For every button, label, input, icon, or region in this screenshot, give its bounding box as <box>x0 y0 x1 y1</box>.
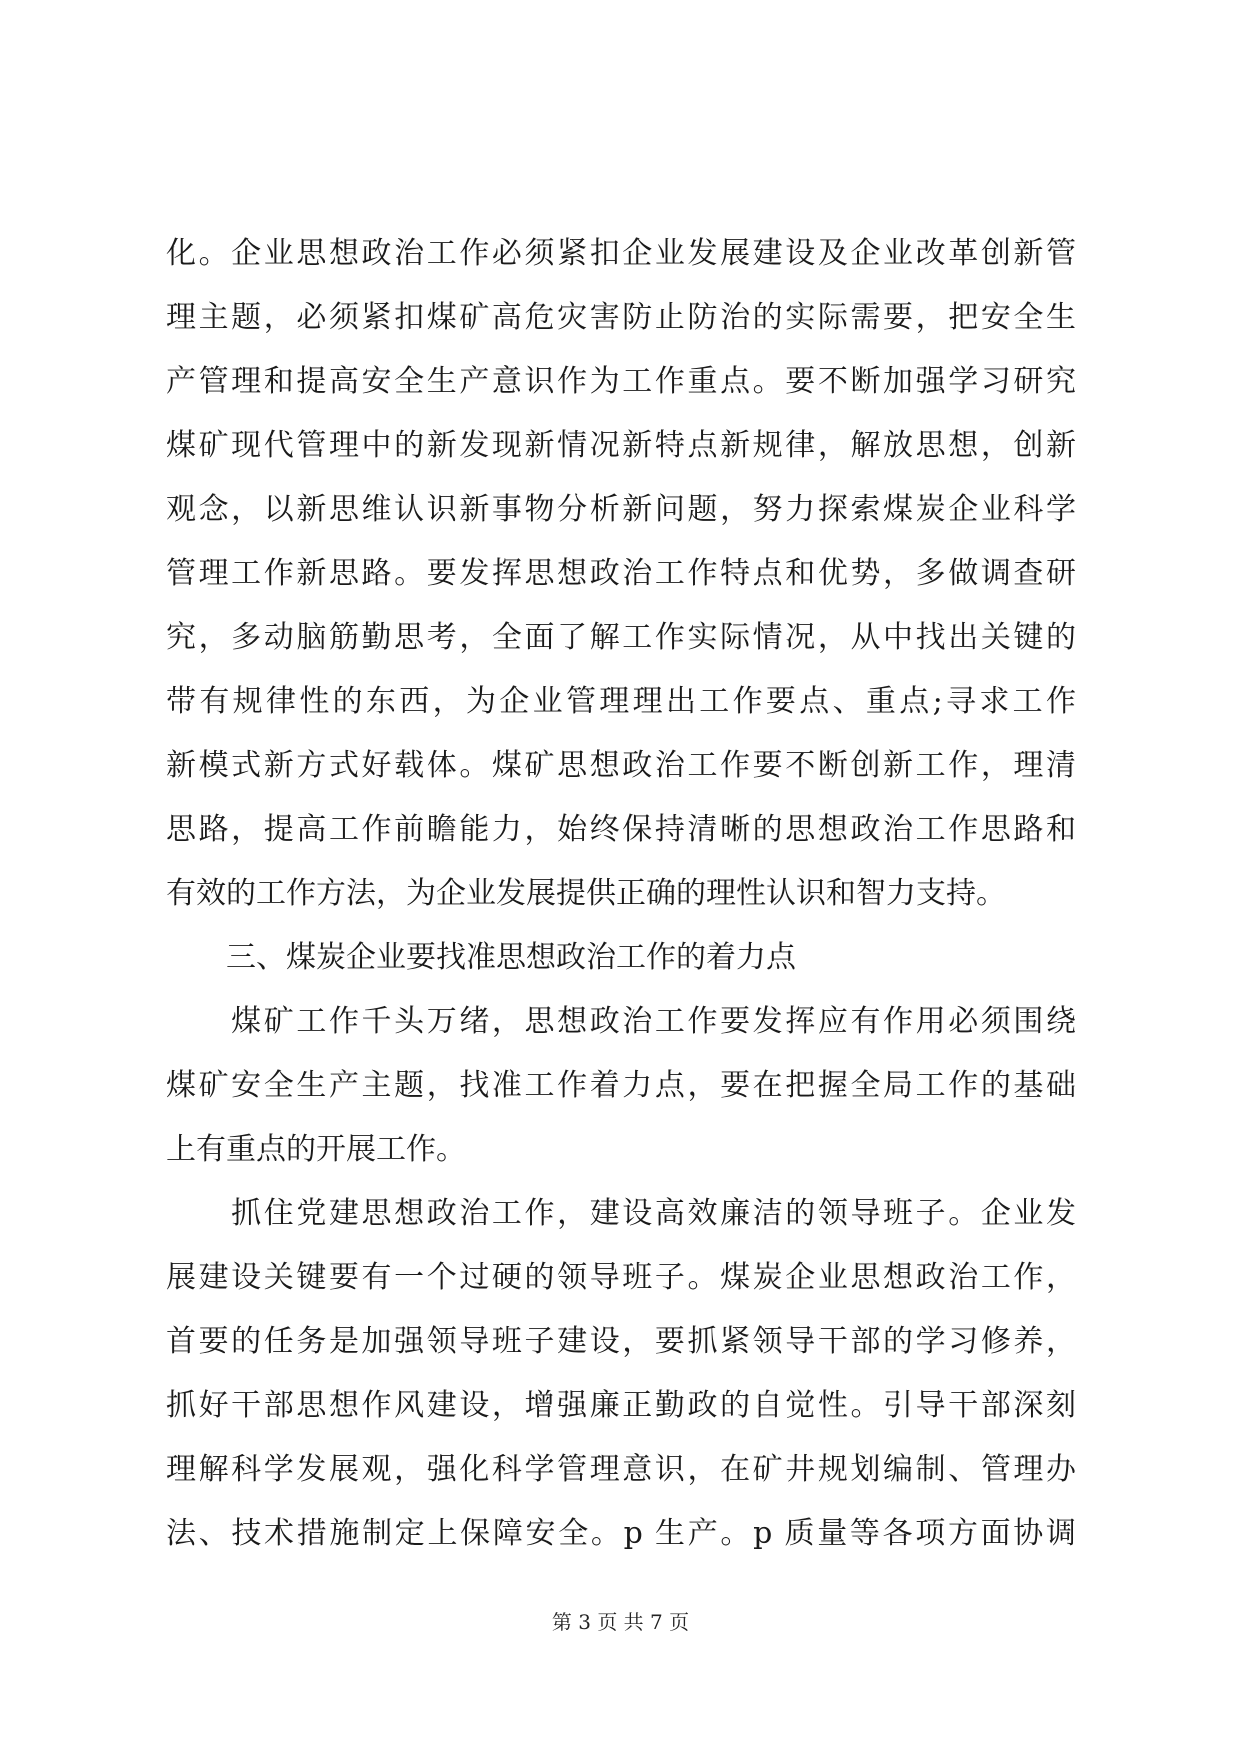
text-line: 思路，提高工作前瞻能力，始终保持清晰的思想政治工作思路和 <box>166 812 1076 847</box>
text-line: 管理工作新思路。要发挥思想政治工作特点和优势，多做调查研 <box>166 556 1076 591</box>
text-line: 新模式新方式好载体。煤矿思想政治工作要不断创新工作，理清 <box>166 748 1076 783</box>
document-body <box>166 222 1076 1566</box>
text-line: 化。企业思想政治工作必须紧扣企业发展建设及企业改革创新管 <box>166 236 1076 271</box>
text-line: 究，多动脑筋勤思考，全面了解工作实际情况，从中找出关键的 <box>166 620 1076 655</box>
text-line: 煤矿现代管理中的新发现新情况新特点新规律，解放思想，创新 <box>166 428 1076 463</box>
text-line: 煤矿安全生产主题，找准工作着力点，要在把握全局工作的基础 <box>166 1068 1076 1103</box>
text-line: 煤矿工作千头万绪，思想政治工作要发挥应有作用必须围绕 <box>166 1004 1076 1039</box>
text-line: 理解科学发展观，强化科学管理意识，在矿井规划编制、管理办 <box>166 1452 1076 1487</box>
text-line: 带有规律性的东西，为企业管理理出工作要点、重点;寻求工作 <box>166 684 1076 719</box>
text-line: 有效的工作方法，为企业发展提供正确的理性认识和智力支持。 <box>166 876 1006 911</box>
text-line: 观念，以新思维认识新事物分析新问题，努力探索煤炭企业科学 <box>166 492 1076 527</box>
text-line: 法、技术措施制定上保障安全。p 生产。p 质量等各项方面协调 <box>166 1516 1076 1551</box>
text-line: 抓住党建思想政治工作，建设高效廉洁的领导班子。企业发 <box>166 1196 1076 1231</box>
text-line: 抓好干部思想作风建设，增强廉正勤政的自觉性。引导干部深刻 <box>166 1388 1076 1423</box>
text-line: 展建设关键要有一个过硬的领导班子。煤炭企业思想政治工作， <box>166 1260 1076 1295</box>
text-line: 产管理和提高安全生产意识作为工作重点。要不断加强学习研究 <box>166 364 1076 399</box>
text-line: 理主题，必须紧扣煤矿高危灾害防止防治的实际需要，把安全生 <box>166 300 1076 335</box>
text-line: 上有重点的开展工作。 <box>166 1132 466 1167</box>
page-number-footer: 第 3 页 共 7 页 <box>551 1610 690 1634</box>
section-heading: 三、煤炭企业要找准思想政治工作的着力点 <box>166 940 796 975</box>
text-line: 首要的任务是加强领导班子建设，要抓紧领导干部的学习修养， <box>166 1324 1076 1359</box>
